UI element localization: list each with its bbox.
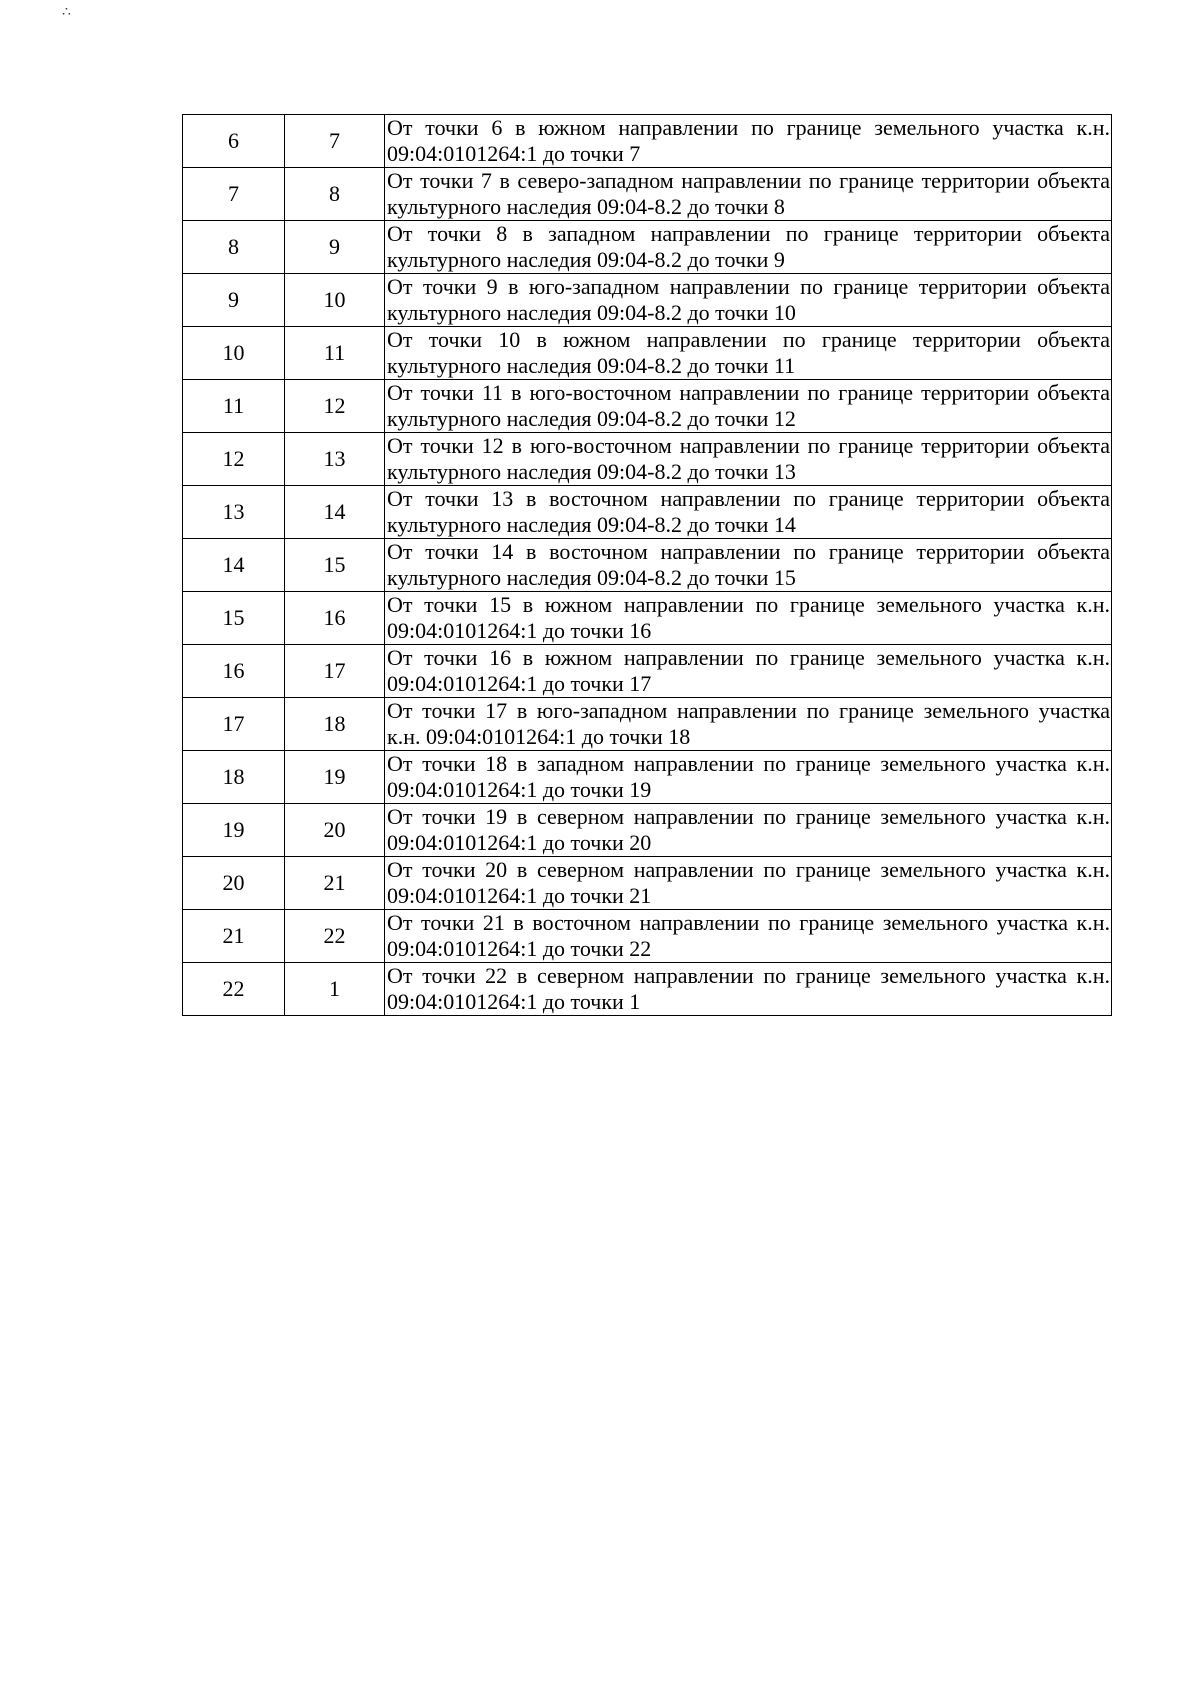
point-to-cell: 16: [285, 592, 385, 645]
point-from-cell: 10: [183, 327, 285, 380]
point-from-cell: 19: [183, 804, 285, 857]
point-to-cell: 13: [285, 433, 385, 486]
table-row: [183, 645, 1112, 698]
table-row: [183, 698, 1112, 751]
point-from-cell: 20: [183, 857, 285, 910]
point-from-cell: 18: [183, 751, 285, 804]
boundary-description-cell: От точки 15 в южном направлении по границе земельного участка к.н. 09:04:0101264:1 до точки 16: [385, 592, 1112, 645]
scan-mark: ∴: [62, 5, 72, 20]
point-to-cell: 18: [285, 698, 385, 751]
point-to-cell: 7: [285, 115, 385, 168]
boundary-description-cell: От точки 7 в северо-западном направлении по границе территории объекта культурного наследия 09:04-8.2 до точки 8: [385, 168, 1112, 221]
point-from-cell: 21: [183, 910, 285, 963]
point-from-cell: 9: [183, 274, 285, 327]
table-row: [183, 380, 1112, 433]
point-from-cell: 17: [183, 698, 285, 751]
table-row: [183, 115, 1112, 168]
point-from-cell: 7: [183, 168, 285, 221]
table-row: [183, 539, 1112, 592]
point-to-cell: 1: [285, 963, 385, 1016]
boundary-description-cell: От точки 17 в юго-западном направлении по границе земельного участка к.н. 09:04:0101264:1 до точки 18: [385, 698, 1112, 751]
table-row: [183, 592, 1112, 645]
point-to-cell: 8: [285, 168, 385, 221]
point-to-cell: 11: [285, 327, 385, 380]
boundary-description-cell: От точки 11 в юго-восточном направлении по границе территории объекта культурного наследия 09:04-8.2 до точки 12: [385, 380, 1112, 433]
point-to-cell: 12: [285, 380, 385, 433]
boundary-description-cell: От точки 19 в северном направлении по границе земельного участка к.н. 09:04:0101264:1 до точки 20: [385, 804, 1112, 857]
table-row: [183, 804, 1112, 857]
boundary-description-cell: От точки 13 в восточном направлении по границе территории объекта культурного наследия 09:04-8.2 до точки 14: [385, 486, 1112, 539]
point-from-cell: 16: [183, 645, 285, 698]
point-from-cell: 8: [183, 221, 285, 274]
table-row: [183, 963, 1112, 1016]
point-to-cell: 9: [285, 221, 385, 274]
table-row: [183, 486, 1112, 539]
table-row: [183, 857, 1112, 910]
table-row: [183, 751, 1112, 804]
point-from-cell: 15: [183, 592, 285, 645]
table-row: [183, 221, 1112, 274]
point-from-cell: 6: [183, 115, 285, 168]
point-to-cell: 10: [285, 274, 385, 327]
boundary-description-cell: От точки 18 в западном направлении по границе земельного участка к.н. 09:04:0101264:1 до точки 19: [385, 751, 1112, 804]
point-from-cell: 22: [183, 963, 285, 1016]
boundary-description-cell: От точки 10 в южном направлении по границе территории объекта культурного наследия 09:04-8.2 до точки 11: [385, 327, 1112, 380]
table-row: [183, 433, 1112, 486]
point-to-cell: 15: [285, 539, 385, 592]
table-row: [183, 274, 1112, 327]
boundary-description-cell: От точки 9 в юго-западном направлении по границе территории объекта культурного наследия 09:04-8.2 до точки 10: [385, 274, 1112, 327]
point-to-cell: 20: [285, 804, 385, 857]
boundary-description-cell: От точки 8 в западном направлении по границе территории объекта культурного наследия 09:04-8.2 до точки 9: [385, 221, 1112, 274]
point-to-cell: 17: [285, 645, 385, 698]
point-from-cell: 14: [183, 539, 285, 592]
boundary-description-cell: От точки 20 в северном направлении по границе земельного участка к.н. 09:04:0101264:1 до точки 21: [385, 857, 1112, 910]
point-from-cell: 13: [183, 486, 285, 539]
point-to-cell: 22: [285, 910, 385, 963]
boundary-description-cell: От точки 12 в юго-восточном направлении по границе территории объекта культурного наследия 09:04-8.2 до точки 13: [385, 433, 1112, 486]
table-row: [183, 168, 1112, 221]
point-from-cell: 11: [183, 380, 285, 433]
point-from-cell: 12: [183, 433, 285, 486]
boundary-description-table: [182, 114, 1112, 1016]
boundary-description-cell: От точки 22 в северном направлении по границе земельного участка к.н. 09:04:0101264:1 до точки 1: [385, 963, 1112, 1016]
point-to-cell: 19: [285, 751, 385, 804]
boundary-description-cell: От точки 16 в южном направлении по границе земельного участка к.н. 09:04:0101264:1 до точки 17: [385, 645, 1112, 698]
point-to-cell: 21: [285, 857, 385, 910]
boundary-description-cell: От точки 21 в восточном направлении по границе земельного участка к.н. 09:04:0101264:1 до точки 22: [385, 910, 1112, 963]
table-row: [183, 327, 1112, 380]
table-row: [183, 910, 1112, 963]
boundary-description-cell: От точки 6 в южном направлении по границе земельного участка к.н. 09:04:0101264:1 до точки 7: [385, 115, 1112, 168]
point-to-cell: 14: [285, 486, 385, 539]
boundary-description-cell: От точки 14 в восточном направлении по границе территории объекта культурного наследия 09:04-8.2 до точки 15: [385, 539, 1112, 592]
